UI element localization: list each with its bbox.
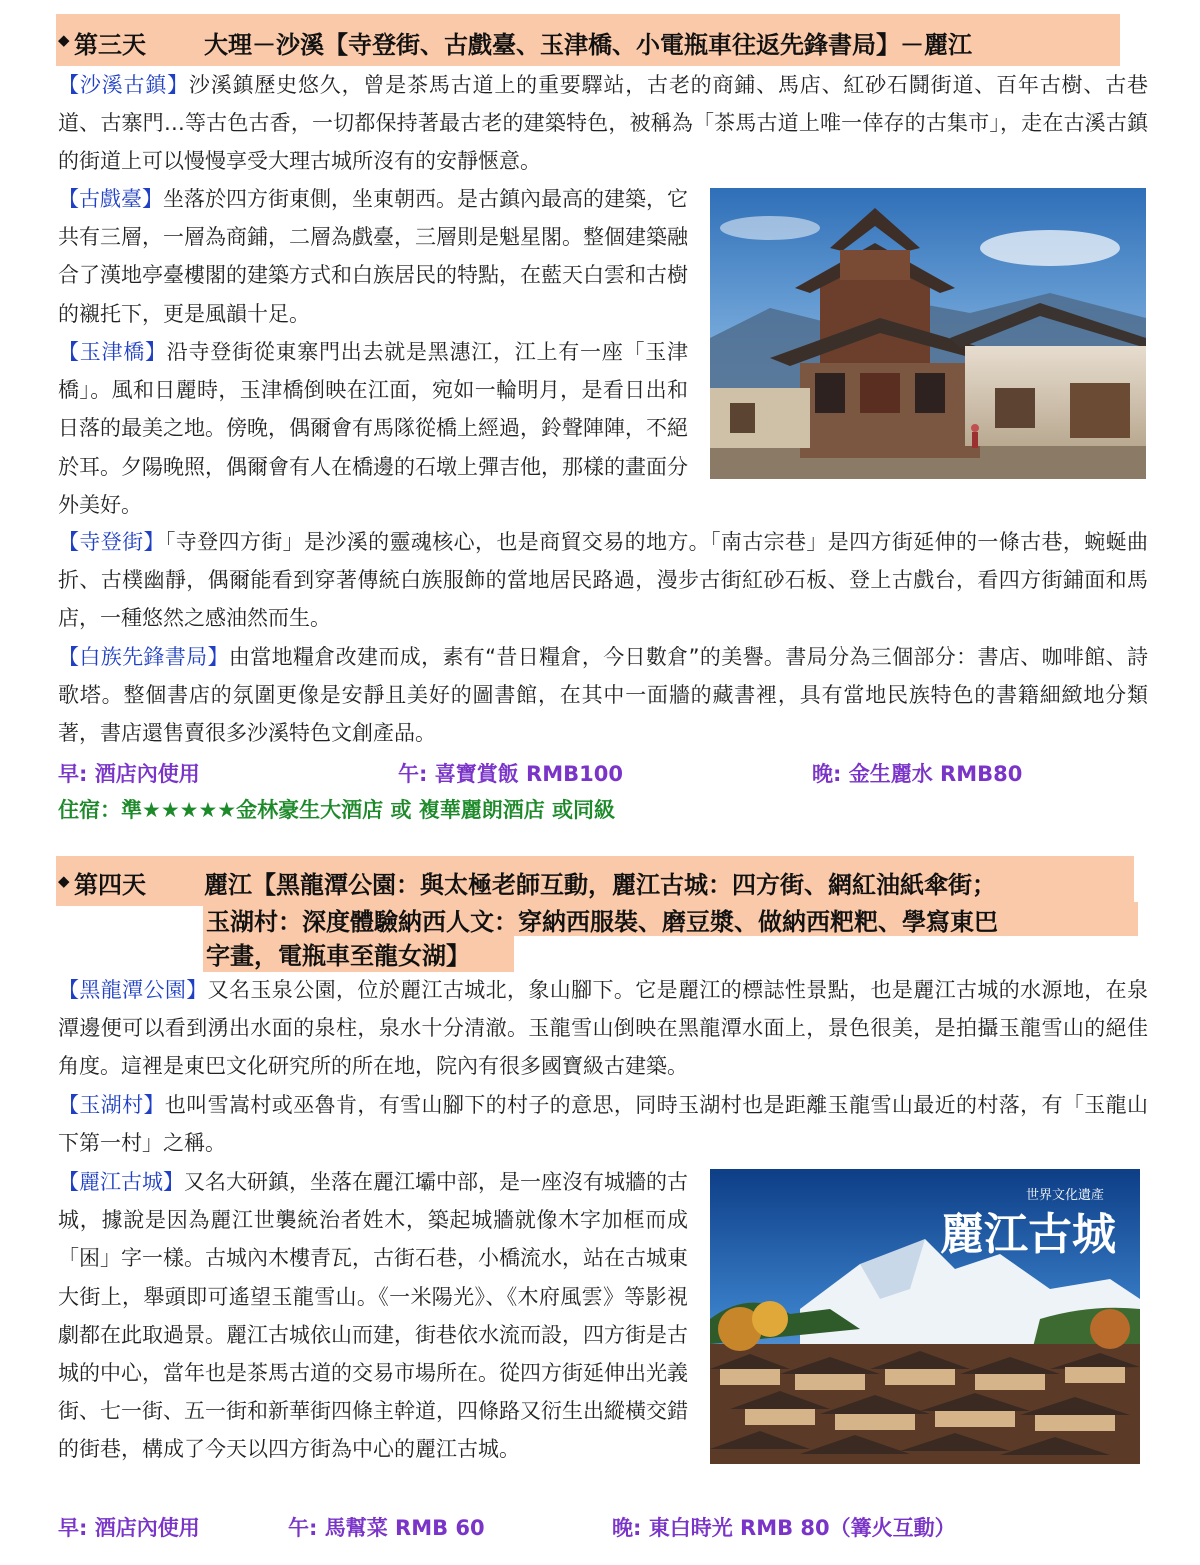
section-text: 坐落於四方街東側，坐東朝西。是古鎮內最高的建築，它共有三層，一層為商鋪，二層為戲臺，三層則是魁星閣。整個建築融合了漢地亭臺樓閣的建築方式和白族居民的特點，在藍天白雲和古樹的襯托下，更是風韻十足。 xyxy=(58,187,688,326)
day4-route-line2-box xyxy=(203,902,1138,936)
section-text: 又名大研鎮，坐落在麗江壩中部，是一座沒有城牆的古城，據說是因為麗江世襲統治者姓木，築起城牆就像木字加框而成「困」字一樣。古城內木樓青瓦，古街石巷，小橋流水，站在古城東大街上，舉頭即可遙望玉龍雪山。《一米陽光》、《木府風雲》等影視劇都在此取過景。麗江古城依山而建，街巷依水流而設，四方街是古城的中心，當年也是茶馬古道的交易市場所在。從四方街延伸出光義街、七一街、五一街和新華街四條主幹道，四條路又衍生出縱橫交錯的街巷，構成了今天以四方街為中心的麗江古城。 xyxy=(58,1170,688,1462)
day3-breakfast: 早: 酒店內使用 xyxy=(58,762,200,786)
section-shaxi xyxy=(58,66,1148,181)
section-text: 沙溪鎮歷史悠久，曾是茶馬古道上的重要驛站，古老的商鋪、馬店、紅砂石鬪街道、百年古樹、古巷道、古寨門…等古色古香，一切都保持著最古老的建築特色，被稱為「茶馬古道上唯一倖存的古集市」，走在古溪古鎮的街道上可以慢慢享受大理古城所沒有的安靜愜意。 xyxy=(58,73,1149,174)
section-yuhu-village xyxy=(58,1086,1148,1162)
day3-dinner: 晚: 金生麗水 RMB80 xyxy=(812,762,1023,786)
day4-breakfast: 早: 酒店內使用 xyxy=(58,1516,200,1540)
day4-route-line3: 字畫，電瓶車至龍女湖】 xyxy=(206,942,470,970)
section-text: 「寺登四方街」是沙溪的靈魂核心，也是商貿交易的地方。「南古宗巷」是四方街延伸的一條古巷，蜿蜒曲折、古樸幽靜，偶爾能看到穿著傳統白族服飾的當地居民路過，漫步古街紅砂石板、登上古戲台，看四方街鋪面和馬店，一種悠然之感油然而生。 xyxy=(58,530,1149,631)
section-black-dragon-pool xyxy=(58,971,1148,1086)
section-tag: 【寺登街】 xyxy=(58,530,165,554)
section-tag: 【沙溪古鎮】 xyxy=(58,73,189,97)
section-tag: 【麗江古城】 xyxy=(58,1170,184,1194)
section-tag: 【古戲臺】 xyxy=(58,187,163,211)
section-pioneer-bookstore xyxy=(58,638,1148,753)
day3-label: 第三天 xyxy=(74,31,146,59)
section-tag: 【黑龍潭公園】 xyxy=(58,978,208,1002)
day4-lunch: 午: 馬幫菜 RMB 60 xyxy=(288,1516,485,1540)
day4-route-line3-box xyxy=(203,936,514,972)
section-text: 由當地糧倉改建而成，素有“昔日糧倉，今日數倉”的美譽。書局分為三個部分：書店、咖啡館、詩歌塔。整個書店的氛圍更像是安靜且美好的圖書館，在其中一面牆的藏書裡，具有當地民族特色的書籍細緻地分類著，書店還售賣很多沙溪特色文創產品。 xyxy=(58,645,1149,746)
section-tag: 【白族先鋒書局】 xyxy=(58,645,229,669)
day4-dinner: 晚: 東白時光 RMB 80（篝火互動） xyxy=(612,1516,956,1540)
day4-route-line1: 麗江【黑龍潭公園：與太極老師互動，麗江古城：四方街、網紅油紙傘街； xyxy=(204,871,996,899)
section-ancient-stage xyxy=(58,180,688,333)
section-text: 沿寺登街從東寨門出去就是黑潓江，江上有一座「玉津橋」。風和日麗時，玉津橋倒映在江面，宛如一輪明月，是看日出和日落的最美之地。傍晚，偶爾會有馬隊從橋上經過，鈴聲陣陣，不絕於耳。夕陽晚照，偶爾會有人在橋邊的石墩上彈吉他，那樣的畫面分外美好。 xyxy=(58,340,688,517)
section-tag: 【玉津橋】 xyxy=(58,340,167,364)
section-text: 又名玉泉公園，位於麗江古城北，象山腳下。它是麗江的標誌性景點，也是麗江古城的水源地，在泉潭邊便可以看到湧出水面的泉柱，泉水十分清澈。玉龍雪山倒映在黑龍潭水面上，景色很美，是拍攝玉龍雪山的絕佳角度。這裡是東巴文化研究所的所在地，院內有很多國寶級古建築。 xyxy=(58,978,1149,1079)
ancient-stage-photo xyxy=(710,188,1146,479)
section-text: 也叫雪嵩村或巫魯肯，有雪山腳下的村子的意思，同時玉湖村也是距離玉龍雪山最近的村落，有「玉龍山下第一村」之稱。 xyxy=(58,1093,1149,1156)
day4-label: 第四天 xyxy=(74,871,146,899)
lijiang-old-town-photo xyxy=(710,1169,1140,1464)
day3-lunch: 午: 喜寶賞飯 RMB100 xyxy=(398,762,623,786)
day3-hotel: 住宿：準★★★★★金林豪生大酒店 或 複華麗朗酒店 或同級 xyxy=(58,798,616,822)
section-tag: 【玉湖村】 xyxy=(58,1093,165,1117)
day3-route: 大理－沙溪【寺登街、古戲臺、玉津橋、小電瓶車往返先鋒書局】－麗江 xyxy=(204,31,972,59)
section-yujin-bridge xyxy=(58,333,688,524)
section-sideng-street xyxy=(58,523,1148,638)
photo-title: 麗江古城 xyxy=(940,1209,1116,1260)
day4-header xyxy=(56,856,1134,906)
day3-header xyxy=(56,14,1120,66)
day4-route-line2: 玉湖村：深度體驗納西人文：穿納西服裝、磨豆漿、做納西粑粑、學寫東巴 xyxy=(206,908,998,936)
section-lijiang-old-town xyxy=(58,1163,688,1469)
photo-subtitle: 世界文化遺產 xyxy=(1025,1188,1105,1203)
diamond-bullet-icon: ◆ xyxy=(58,31,70,49)
diamond-bullet-icon: ◆ xyxy=(58,872,70,890)
